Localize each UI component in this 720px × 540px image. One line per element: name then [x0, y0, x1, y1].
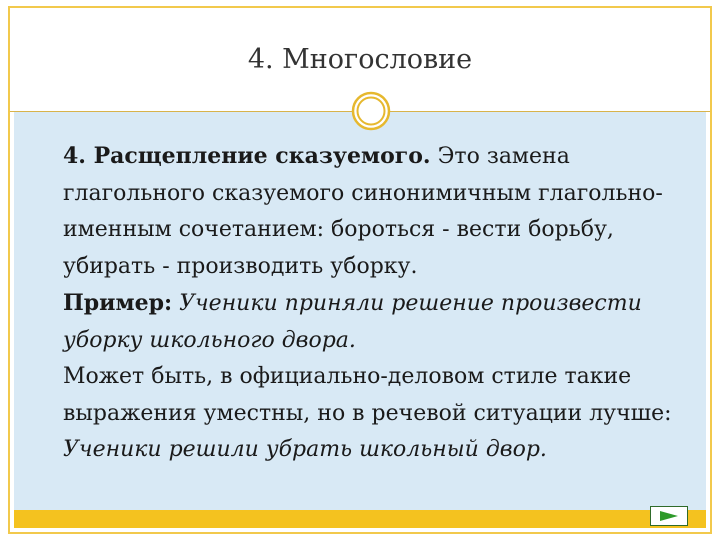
- term-heading: 4. Расщепление сказуемого.: [63, 143, 431, 169]
- example-label: Пример:: [63, 290, 173, 316]
- content-panel: [14, 112, 706, 510]
- play-next-icon: [658, 510, 680, 522]
- note-text: Может быть, в официально-деловом стиле такие выражения уместны, но в речевой ситуации лучше:: [63, 364, 672, 426]
- paragraph-2: [35, 285, 690, 359]
- bottom-bar: [14, 510, 706, 528]
- improved-sentence: Ученики решили убрать школьный двор.: [63, 437, 547, 462]
- paragraph-3: [35, 359, 690, 469]
- paragraph-1: [35, 138, 690, 285]
- slide-frame: [8, 6, 712, 534]
- example-sentence: Ученики приняли решение произвести уборку школьного двора.: [63, 291, 642, 353]
- ring-ornament-icon: [350, 90, 392, 132]
- next-slide-button[interactable]: [650, 506, 688, 526]
- slide-title: 4. Многословие: [247, 44, 473, 75]
- term-definition: Это замена глагольного сказуемого синонимичным глагольно-именным сочетанием: бороться - вести борьбу, убирать - производить уборку.: [63, 144, 663, 279]
